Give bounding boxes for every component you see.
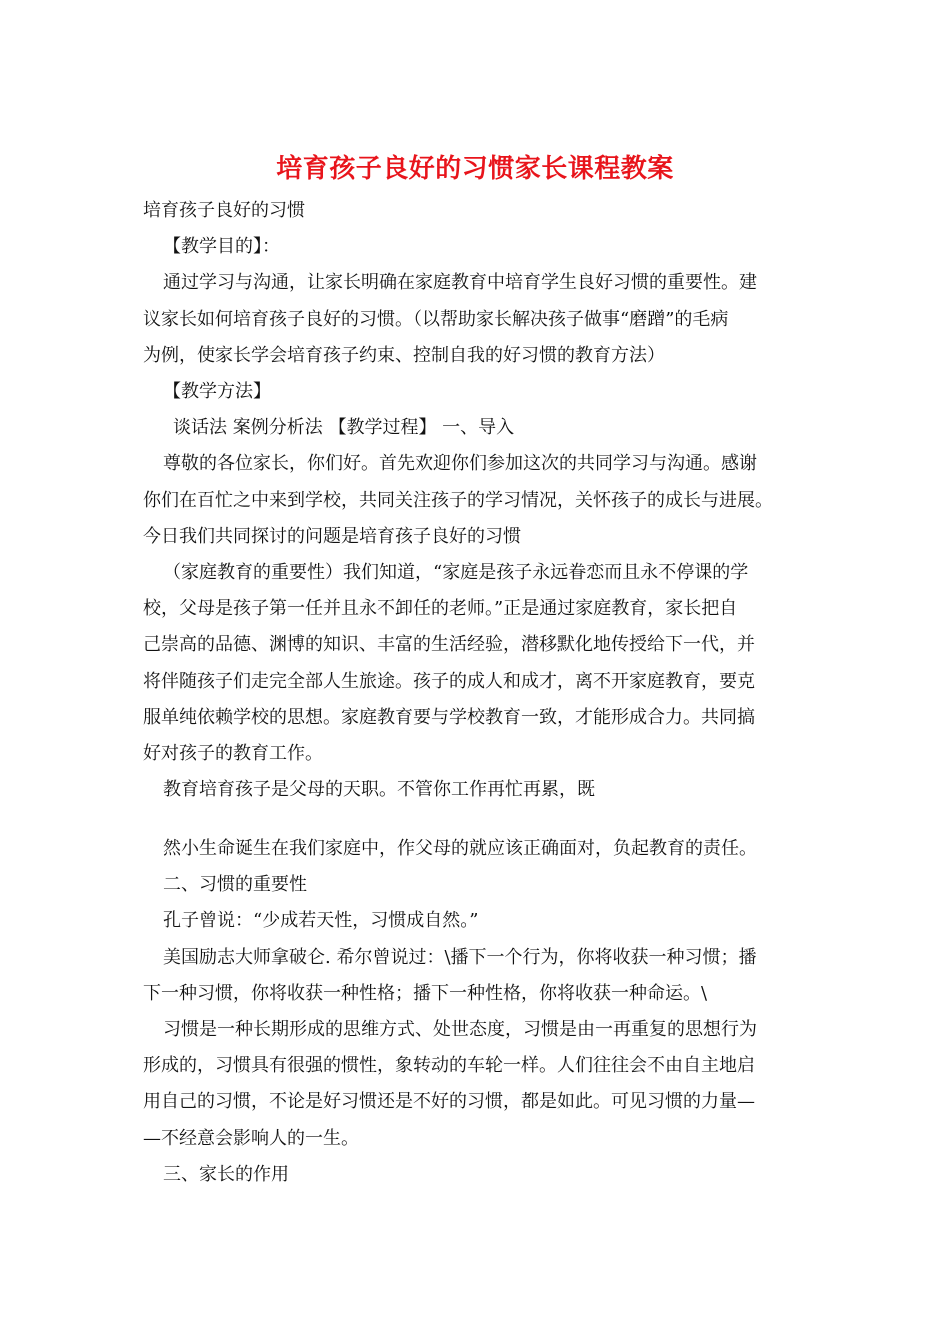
paragraph-line: 美国励志大师拿破仑. 希尔曾说过：\播下一个行为，你将收获一种习惯；播: [163, 946, 757, 968]
quote-line: 孔子曾说：“少成若天性，习惯成自然。”: [163, 910, 479, 932]
heading-objective: 【教学目的】：: [163, 236, 280, 258]
paragraph-line: 为例，使家长学会培育孩子约束、控制自我的好习惯的教育方法）: [143, 344, 665, 366]
paragraph-line: 今日我们共同探讨的问题是培育孩子良好的习惯: [143, 525, 521, 547]
section-heading-parent-role: 三、家长的作用: [163, 1163, 289, 1185]
paragraph-line: 习惯是一种长期形成的思维方式、处世态度，习惯是由一再重复的思想行为: [163, 1019, 757, 1041]
paragraph-line: 通过学习与沟通，让家长明确在家庭教育中培育学生良好习惯的重要性。建: [163, 272, 757, 294]
paragraph-line: 然小生命诞生在我们家庭中，作父母的就应该正确面对，负起教育的责任。: [163, 838, 757, 859]
paragraph-line: 校，父母是孩子第一任并且永不卸任的老师。”正是通过家庭教育，家长把自: [143, 598, 738, 620]
paragraph-line: 形成的，习惯具有很强的惯性，象转动的车轮一样。人们往往会不由自主地启: [143, 1055, 755, 1077]
method-line: 谈话法 案例分析法 【教学过程】 一、导入: [173, 417, 515, 439]
subtitle-line: 培育孩子良好的习惯: [143, 200, 305, 221]
document-title: 培育孩子良好的习惯家长课程教案: [276, 154, 674, 184]
paragraph-line: —不经意会影响人的一生。: [143, 1127, 359, 1149]
paragraph-line: 服单纯依赖学校的思想。家庭教育要与学校教育一致，才能形成合力。共同搞: [143, 706, 755, 728]
section-heading-habit: 二、习惯的重要性: [163, 874, 307, 896]
body-section-top: [143, 193, 813, 808]
paragraph-line: 尊敬的各位家长，你们好。首先欢迎你们参加这次的共同学习与沟通。感谢: [163, 453, 757, 475]
body-section-bottom: [143, 831, 813, 1193]
paragraph-line: 用自己的习惯，不论是好习惯还是不好的习惯，都是如此。可见习惯的力量—: [143, 1091, 755, 1113]
paragraph-line: 教育培育孩子是父母的天职。不管你工作再忙再累，既: [163, 779, 595, 801]
paragraph-line: （家庭教育的重要性）我们知道，“家庭是孩子永远眷恋而且永不停课的学: [163, 562, 749, 584]
paragraph-line: 你们在百忙之中来到学校，共同关注孩子的学习情况，关怀孩子的成长与进展。: [143, 489, 773, 511]
heading-method: 【教学方法】: [163, 381, 271, 403]
paragraph-line: 己崇高的品德、渊博的知识、丰富的生活经验，潜移默化地传授给下一代，并: [143, 634, 755, 656]
paragraph-line: 下一种习惯，你将收获一种性格；播下一种性格，你将收获一种命运。\: [143, 982, 708, 1004]
paragraph-line: 议家长如何培育孩子良好的习惯。（以帮助家长解决孩子做事“磨蹭”的毛病: [143, 308, 729, 330]
paragraph-line: 好对孩子的教育工作。: [143, 743, 323, 765]
paragraph-line: 将伴随孩子们走完全部人生旅途。孩子的成人和成才，离不开家庭教育，要克: [143, 670, 755, 692]
